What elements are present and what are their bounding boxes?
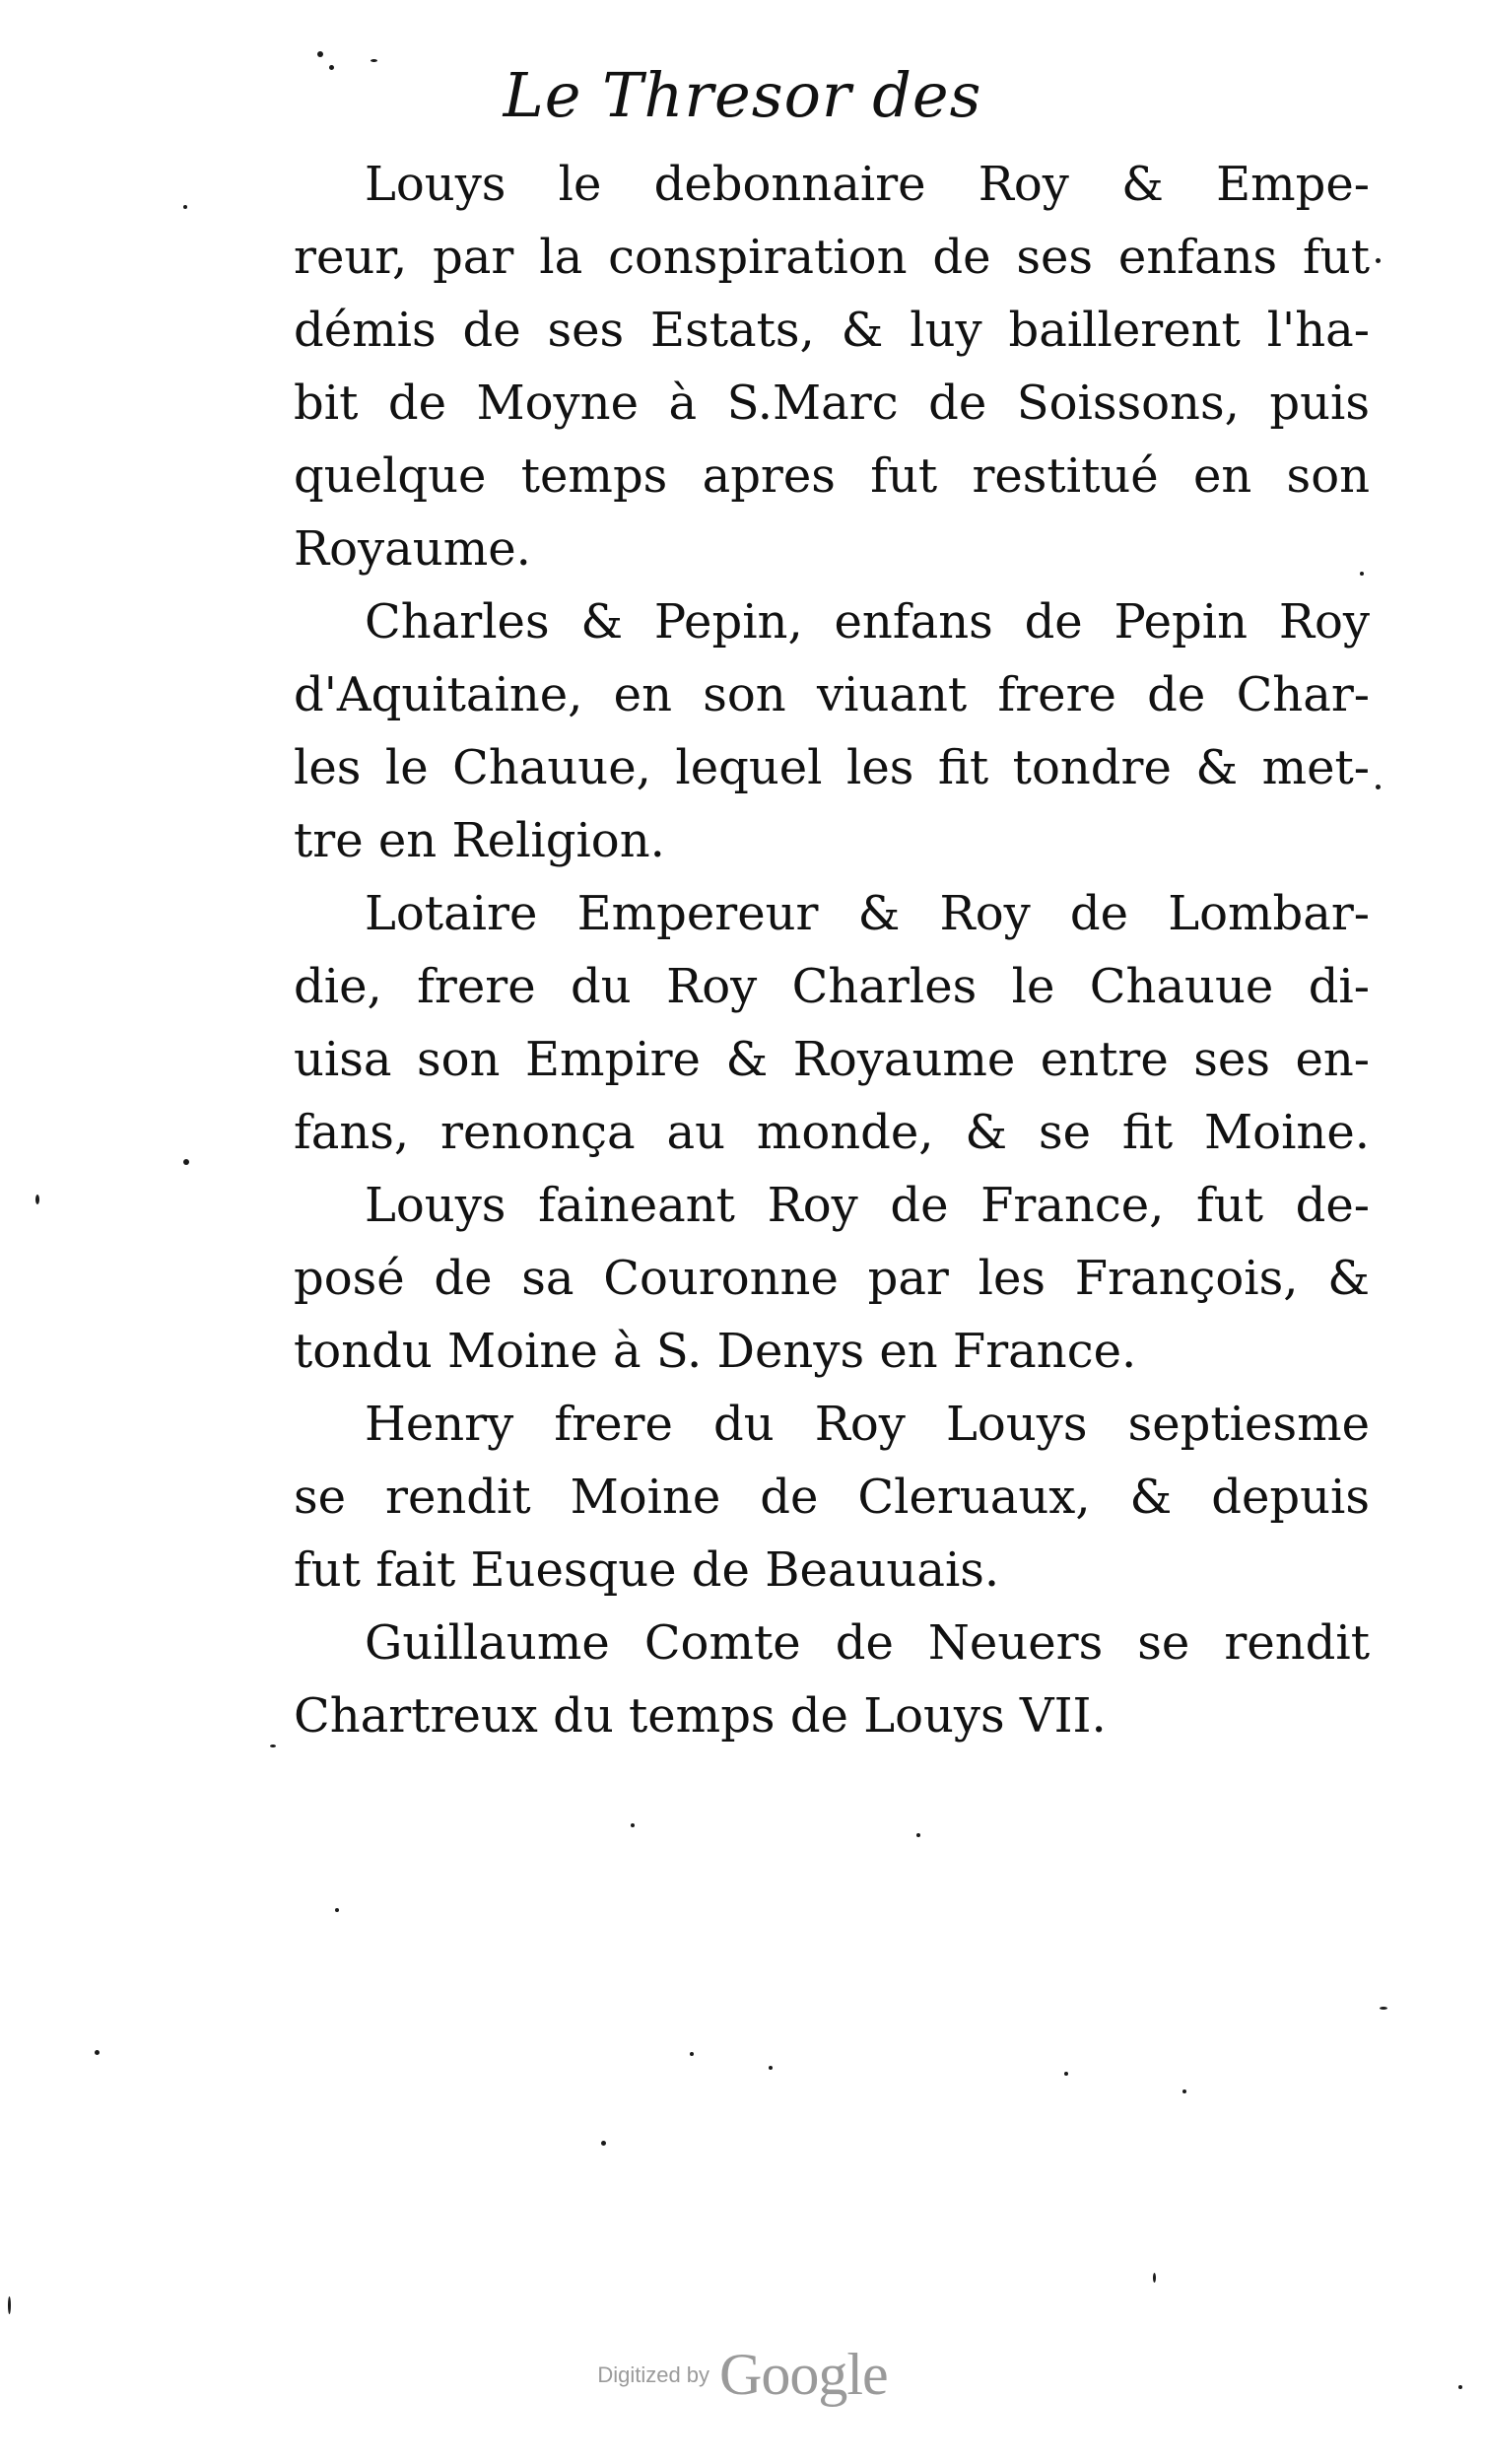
scan-speck (631, 1823, 635, 1827)
body-text (294, 148, 1370, 1752)
text-line: reur, par la conspiration de ses enfans fut (294, 230, 1370, 285)
paragraph-charles-et-pepin (294, 585, 1370, 877)
text-line: die, frere du Roy Charles le Chauue di- (294, 959, 1370, 1014)
scan-speck (95, 2050, 100, 2055)
scan-speck (335, 1908, 339, 1912)
paragraph-louys-faineant (294, 1169, 1370, 1388)
google-logo: Google (719, 2342, 888, 2407)
text-line: d'Aquitaine, en son viuant frere de Char- (294, 667, 1370, 722)
scan-speck (916, 1833, 920, 1837)
text-line: tondu Moine à S. Denys en France. (294, 1324, 1137, 1379)
scan-speck (1376, 785, 1381, 789)
text-line: fans, renonça au monde, & se fit Moine. (294, 1105, 1370, 1160)
paragraph-henry (294, 1388, 1370, 1607)
scan-speck (35, 1195, 39, 1204)
text-line: Charles & Pepin, enfans de Pepin Roy (365, 594, 1370, 650)
paragraph-lotaire (294, 877, 1370, 1169)
scan-speck (601, 2141, 606, 2146)
scan-speck (270, 1745, 276, 1747)
running-head: Le Thresor des (503, 59, 982, 131)
text-line: se rendit Moine de Cleruaux, & depuis (294, 1470, 1370, 1525)
scan-speck (690, 2052, 694, 2056)
paragraph-louys-le-debonnaire (294, 148, 1370, 585)
text-line: quelque temps apres fut restitué en son (294, 448, 1370, 504)
scan-speck (769, 2066, 773, 2070)
text-line: les le Chauue, lequel les fit tondre & met- (294, 740, 1370, 795)
text-line: fut fait Euesque de Beauuais. (294, 1542, 1000, 1598)
text-line: Louys faineant Roy de France, fut de- (365, 1178, 1370, 1233)
scan-speck (1380, 2007, 1387, 2010)
scan-speck (1153, 2273, 1156, 2283)
paragraph-guillaume (294, 1607, 1370, 1752)
text-line: Henry frere du Roy Louys septiesme (365, 1397, 1370, 1452)
text-line: Royaume. (294, 521, 531, 577)
scan-speck (183, 205, 187, 209)
text-line: Lotaire Empereur & Roy de Lombar- (365, 886, 1370, 941)
digitized-watermark (0, 2341, 1485, 2409)
text-line: Chartreux du temps de Louys VII. (294, 1688, 1107, 1744)
text-line: démis de ses Estats, & luy baillerent l'ha- (294, 303, 1370, 358)
digitized-by-label: Digitized by (597, 2361, 710, 2387)
text-line: Louys le debonnaire Roy & Empe- (365, 157, 1370, 212)
text-line: tre en Religion. (294, 813, 665, 868)
scan-speck (1064, 2072, 1068, 2076)
scan-speck (1376, 258, 1381, 263)
text-line: Guillaume Comte de Neuers se rendit (365, 1615, 1370, 1671)
text-line: bit de Moyne à S.Marc de Soissons, puis (294, 376, 1370, 431)
scan-speck (8, 2296, 11, 2314)
scan-speck (1182, 2089, 1186, 2093)
scan-speck (183, 1159, 189, 1165)
text-line: uisa son Empire & Royaume entre ses en- (294, 1032, 1370, 1087)
text-line: posé de sa Couronne par les François, & (294, 1251, 1370, 1306)
